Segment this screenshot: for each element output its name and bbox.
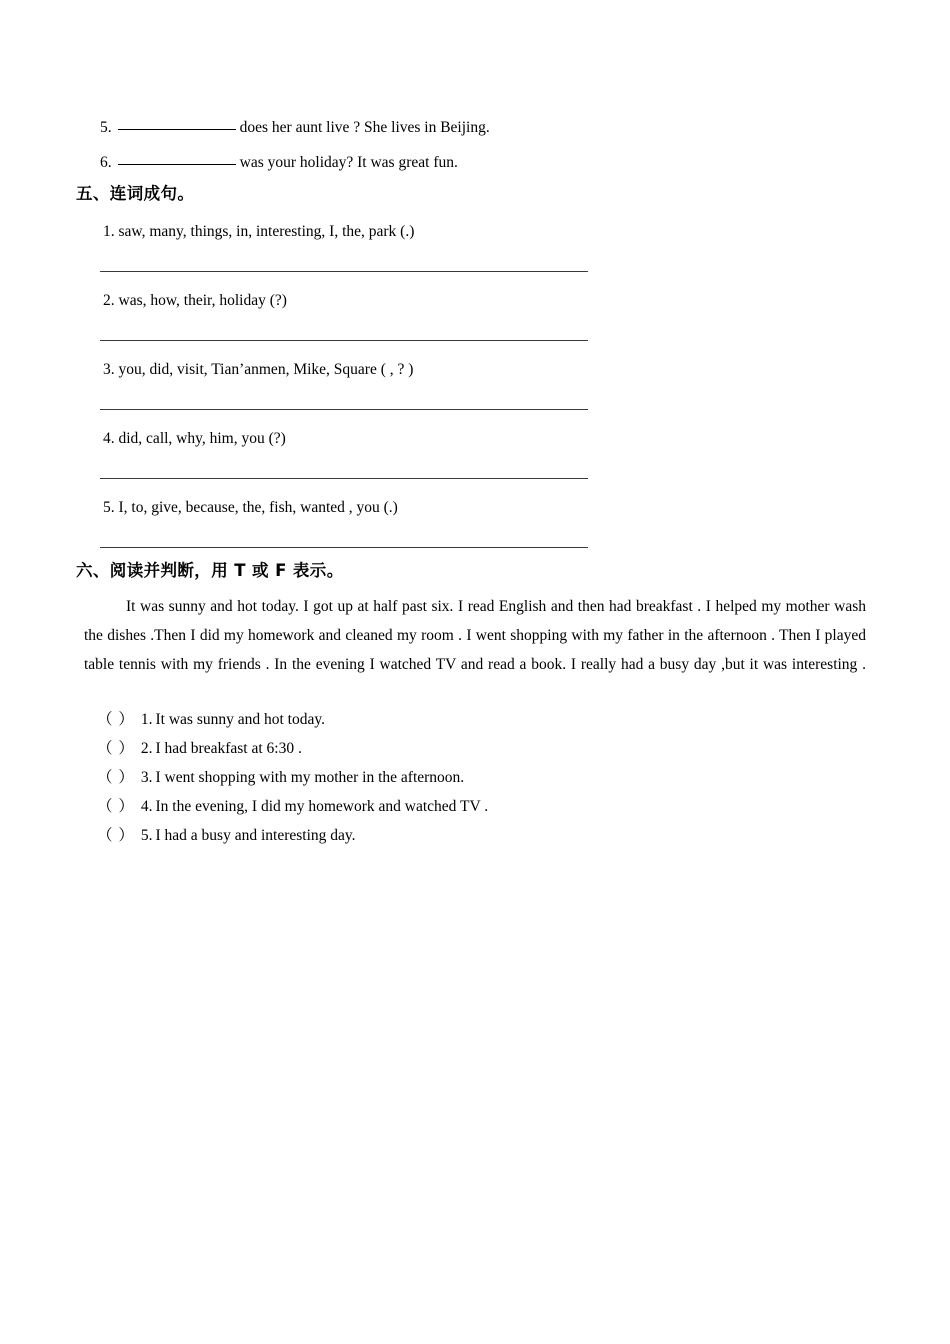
scramble-item: 4. did, call, why, him, you (?) bbox=[103, 430, 286, 447]
answer-bracket[interactable]: （ ） bbox=[97, 740, 135, 757]
true-false-item bbox=[97, 826, 356, 846]
fill-in-blank[interactable] bbox=[118, 164, 236, 165]
statement-text: I had a busy and interesting day. bbox=[155, 827, 356, 844]
answer-line[interactable] bbox=[100, 547, 588, 548]
true-false-item bbox=[97, 739, 302, 759]
statement-number: 1. bbox=[140, 711, 153, 728]
fill-in-item bbox=[100, 118, 490, 138]
fill-in-number: 5. bbox=[100, 119, 112, 136]
answer-bracket[interactable]: （ ） bbox=[97, 769, 135, 786]
answer-bracket[interactable]: （ ） bbox=[97, 827, 135, 844]
scramble-item: 5. I, to, give, because, the, fish, wanted , you (.) bbox=[103, 499, 398, 516]
statement-number: 2. bbox=[140, 740, 153, 757]
statement-text: In the evening, I did my homework and watched TV . bbox=[155, 798, 489, 815]
statement-text: It was sunny and hot today. bbox=[155, 711, 325, 728]
reading-passage: It was sunny and hot today. I got up at half past six. I read English and then had breakfast . I helped my mother wash the dishes .Then I did my homework and cleaned my room . I went shopping with my father in the afternoon . Then I played table tennis with my friends . In the evening I watched TV and read a book. I really had a busy day ,but it was interesting . bbox=[84, 598, 866, 673]
statement-number: 4. bbox=[140, 798, 153, 815]
section-five-heading: 五、连词成句。 bbox=[76, 184, 195, 203]
answer-line[interactable] bbox=[100, 271, 588, 272]
answer-line[interactable] bbox=[100, 478, 588, 479]
true-false-item bbox=[97, 797, 488, 817]
answer-line[interactable] bbox=[100, 340, 588, 341]
answer-line[interactable] bbox=[100, 409, 588, 410]
answer-bracket[interactable]: （ ） bbox=[97, 798, 135, 815]
true-false-item bbox=[97, 768, 464, 788]
fill-in-item bbox=[100, 153, 458, 173]
fill-in-blank[interactable] bbox=[118, 129, 236, 130]
answer-bracket[interactable]: （ ） bbox=[97, 711, 135, 728]
scramble-item: 3. you, did, visit, Tian’anmen, Mike, Square ( , ? ) bbox=[103, 361, 414, 378]
scramble-item: 1. saw, many, things, in, interesting, I, the, park (.) bbox=[103, 223, 415, 240]
fill-in-text: was your holiday? It was great fun. bbox=[239, 154, 458, 171]
scramble-item: 2. was, how, their, holiday (?) bbox=[103, 292, 287, 309]
fill-in-text: does her aunt live ? She lives in Beijing. bbox=[239, 119, 490, 136]
statement-number: 5. bbox=[140, 827, 153, 844]
fill-in-number: 6. bbox=[100, 154, 112, 171]
statement-number: 3. bbox=[140, 769, 153, 786]
statement-text: I had breakfast at 6:30 . bbox=[155, 740, 302, 757]
statement-text: I went shopping with my mother in the afternoon. bbox=[155, 769, 465, 786]
true-false-item bbox=[97, 710, 325, 730]
section-six-heading: 六、阅读并判断，用 T 或 F 表示。 bbox=[76, 561, 344, 580]
